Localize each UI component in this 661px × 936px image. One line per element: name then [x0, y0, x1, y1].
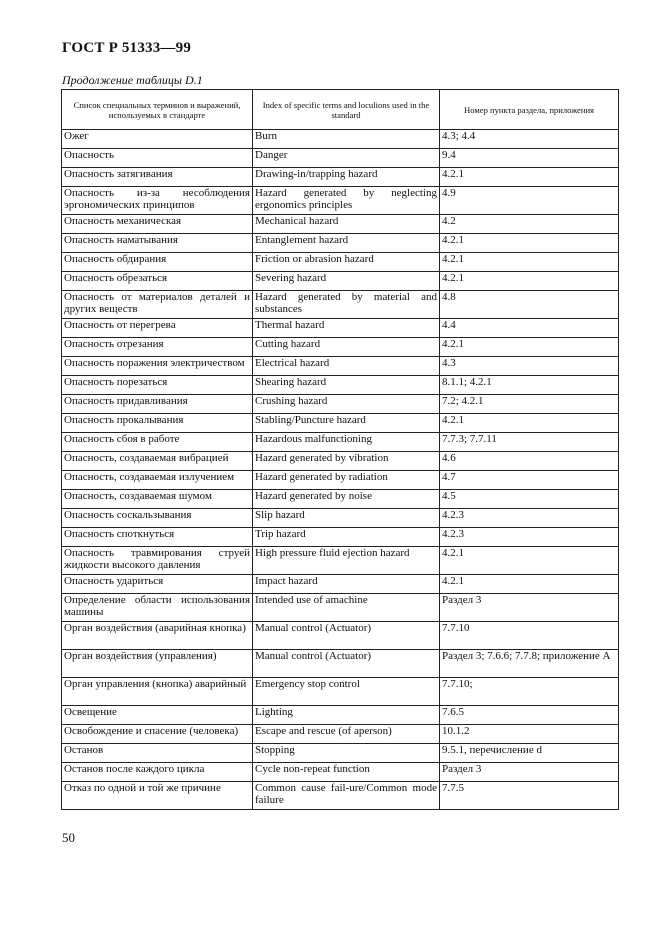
term-english: High pressure fluid ejection hazard	[253, 547, 440, 575]
section-reference: 7.7.5	[440, 782, 619, 810]
section-reference: 7.7.3; 7.7.11	[440, 433, 619, 452]
table-row	[62, 253, 619, 272]
table-row	[62, 528, 619, 547]
term-russian: Опасность соскальзывания	[62, 509, 253, 528]
term-russian: Опасность обдирания	[62, 253, 253, 272]
term-english: Danger	[253, 149, 440, 168]
term-russian: Орган воздействия (аварийная кнопка)	[62, 622, 253, 650]
section-reference: Раздел 3; 7.6.6; 7.7.8; приложение А	[440, 650, 619, 678]
table-row	[62, 650, 619, 678]
page-number: 50	[62, 830, 75, 845]
table-continuation-caption: Продолжение таблицы D.1	[62, 73, 203, 87]
term-russian: Определение области использования машины	[62, 594, 253, 622]
section-reference: 4.5	[440, 490, 619, 509]
table-row	[62, 130, 619, 149]
term-russian: Опасность обрезаться	[62, 272, 253, 291]
term-english: Cycle non-repeat function	[253, 763, 440, 782]
term-russian: Ожег	[62, 130, 253, 149]
section-reference: 4.2.1	[440, 168, 619, 187]
section-reference: 4.2.3	[440, 509, 619, 528]
term-english: Severing hazard	[253, 272, 440, 291]
section-reference: 7.7.10	[440, 622, 619, 650]
section-reference: Раздел 3	[440, 594, 619, 622]
section-reference: 7.2; 4.2.1	[440, 395, 619, 414]
term-russian: Опасность, создаваемая излучением	[62, 471, 253, 490]
section-reference: 4.2.1	[440, 338, 619, 357]
table-row	[62, 319, 619, 338]
section-reference: 7.6.5	[440, 706, 619, 725]
term-russian: Опасность травмирования струей жидкости высокого давления	[62, 547, 253, 575]
table-row	[62, 509, 619, 528]
term-russian: Останов	[62, 744, 253, 763]
term-russian: Опасность удариться	[62, 575, 253, 594]
terms-table	[61, 89, 619, 810]
term-russian: Орган управления (кнопка) аварийный	[62, 678, 253, 706]
term-english: Stabling/Puncture hazard	[253, 414, 440, 433]
term-russian: Опасность, создаваемая шумом	[62, 490, 253, 509]
table-row	[62, 678, 619, 706]
term-russian: Опасность прокалывания	[62, 414, 253, 433]
table-row	[62, 594, 619, 622]
standard-title: ГОСТ Р 51333—99	[62, 40, 192, 56]
term-russian: Опасность от материалов деталей и других веществ	[62, 291, 253, 319]
table-row	[62, 433, 619, 452]
table-row	[62, 744, 619, 763]
term-english: Manual control (Actuator)	[253, 650, 440, 678]
table-row	[62, 272, 619, 291]
table-row	[62, 168, 619, 187]
section-reference: 4.4	[440, 319, 619, 338]
table-body	[62, 130, 619, 810]
term-english: Entanglement hazard	[253, 234, 440, 253]
table-row	[62, 622, 619, 650]
table-row	[62, 547, 619, 575]
table-row	[62, 763, 619, 782]
section-reference: 7.7.10;	[440, 678, 619, 706]
term-russian: Опасность придавливания	[62, 395, 253, 414]
header-russian-terms: Список специальных терминов и выражений, используемых в стандарте	[62, 90, 253, 130]
section-reference: 4.3; 4.4	[440, 130, 619, 149]
table-row	[62, 706, 619, 725]
term-russian: Опасность, создаваемая вибрацией	[62, 452, 253, 471]
section-reference: 4.2.1	[440, 414, 619, 433]
section-reference: 4.9	[440, 187, 619, 215]
term-russian: Опасность поражения электричеством	[62, 357, 253, 376]
term-english: Escape and rescue (of aperson)	[253, 725, 440, 744]
term-english: Shearing hazard	[253, 376, 440, 395]
section-reference: 4.2.1	[440, 253, 619, 272]
term-english: Burn	[253, 130, 440, 149]
section-reference: 4.8	[440, 291, 619, 319]
table-row	[62, 234, 619, 253]
term-russian: Отказ по одной и той же причине	[62, 782, 253, 810]
header-english-terms: Index of specific terms and loculions used in the standard	[253, 90, 440, 130]
term-english: Drawing-in/trapping hazard	[253, 168, 440, 187]
table-row	[62, 490, 619, 509]
term-english: Hazard generated by neglecting ergonomics principles	[253, 187, 440, 215]
term-russian: Опасность	[62, 149, 253, 168]
table-row	[62, 471, 619, 490]
term-russian: Опасность отрезания	[62, 338, 253, 357]
section-reference: 4.7	[440, 471, 619, 490]
section-reference: 4.2.1	[440, 272, 619, 291]
term-russian: Опасность от перегрева	[62, 319, 253, 338]
term-english: Lighting	[253, 706, 440, 725]
table-row	[62, 395, 619, 414]
section-reference: 4.2.3	[440, 528, 619, 547]
section-reference: 8.1.1; 4.2.1	[440, 376, 619, 395]
term-english: Cutting hazard	[253, 338, 440, 357]
term-english: Electrical hazard	[253, 357, 440, 376]
table-header-row	[62, 90, 619, 130]
term-english: Impact hazard	[253, 575, 440, 594]
term-russian: Опасность наматывания	[62, 234, 253, 253]
table-row	[62, 452, 619, 471]
term-english: Hazardous malfunctioning	[253, 433, 440, 452]
table-row	[62, 215, 619, 234]
section-reference: 9.4	[440, 149, 619, 168]
term-english: Mechanical hazard	[253, 215, 440, 234]
table-row	[62, 357, 619, 376]
term-english: Hazard generated by vibration	[253, 452, 440, 471]
term-english: Slip hazard	[253, 509, 440, 528]
term-russian: Освобождение и спасение (человека)	[62, 725, 253, 744]
section-reference: 10.1.2	[440, 725, 619, 744]
term-russian: Опасность из-за несоблюдения эргономических принципов	[62, 187, 253, 215]
term-russian: Орган воздействия (управления)	[62, 650, 253, 678]
section-reference: 9.5.1, перечисление d	[440, 744, 619, 763]
term-russian: Опасность механическая	[62, 215, 253, 234]
term-english: Friction or abrasion hazard	[253, 253, 440, 272]
term-english: Intended use of amachine	[253, 594, 440, 622]
term-english: Hazard generated by material and substances	[253, 291, 440, 319]
term-russian: Опасность порезаться	[62, 376, 253, 395]
table-row	[62, 575, 619, 594]
term-english: Common cause fail-ure/Common mode failure	[253, 782, 440, 810]
table-row	[62, 376, 619, 395]
term-english: Emergency stop control	[253, 678, 440, 706]
section-reference: 4.6	[440, 452, 619, 471]
table-row	[62, 291, 619, 319]
term-russian: Опасность сбоя в работе	[62, 433, 253, 452]
section-reference: 4.3	[440, 357, 619, 376]
table-row	[62, 782, 619, 810]
table-row	[62, 725, 619, 744]
table-row	[62, 414, 619, 433]
term-english: Stopping	[253, 744, 440, 763]
section-reference: Раздел 3	[440, 763, 619, 782]
header-section-number: Номер пункта раздела, приложения	[440, 90, 619, 130]
table-row	[62, 338, 619, 357]
table-row	[62, 149, 619, 168]
term-russian: Останов после каждого цикла	[62, 763, 253, 782]
section-reference: 4.2.1	[440, 575, 619, 594]
term-russian: Опасность споткнуться	[62, 528, 253, 547]
term-english: Trip hazard	[253, 528, 440, 547]
section-reference: 4.2	[440, 215, 619, 234]
term-english: Hazard generated by noise	[253, 490, 440, 509]
table-row	[62, 187, 619, 215]
term-english: Thermal hazard	[253, 319, 440, 338]
term-russian: Освещение	[62, 706, 253, 725]
term-english: Manual control (Actuator)	[253, 622, 440, 650]
section-reference: 4.2.1	[440, 234, 619, 253]
term-russian: Опасность затягивания	[62, 168, 253, 187]
term-english: Crushing hazard	[253, 395, 440, 414]
term-english: Hazard generated by radiation	[253, 471, 440, 490]
section-reference: 4.2.1	[440, 547, 619, 575]
